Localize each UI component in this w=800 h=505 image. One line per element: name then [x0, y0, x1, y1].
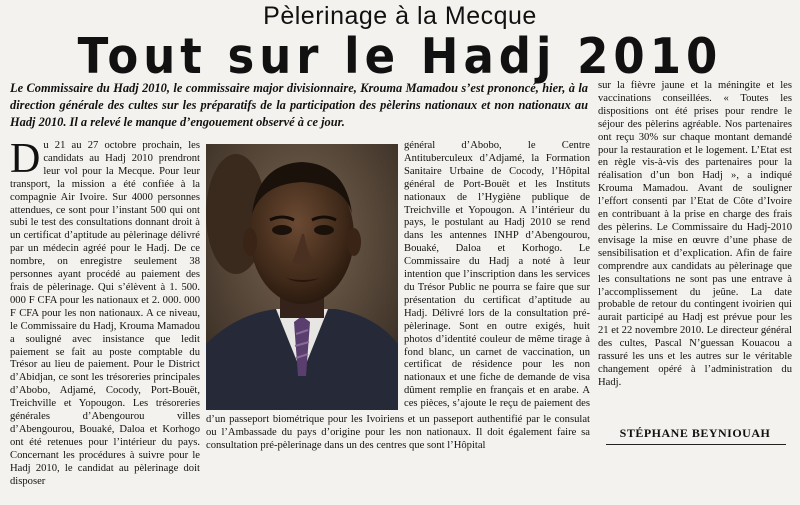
kicker: Pèlerinage à la Mecque [263, 2, 537, 30]
column-1-text: u 21 au 27 octobre prochain, les candidats au Hadj 2010 prendront leur vol pour la Mecque. Pour leur transport, la mission a été confiée à la compagnie Air Ivoire. Sur 4000 personnes attendues, ce sont pour l’instant 500 qui ont subi le test des consultations donnant droit à un certificat d’aptitude au pèlerinage délivré par un médecin agréé pour le Hadj. De ce nombre, on enregistre seulement 38 personnes ayant procédé au paiement des frais de pèlerinage. Qui s’élèvent à 1. 500. 000 F CFA pour les nationaux et 2. 000. 000 F CFA pour les non nationaux. A ce niveau, le Commissaire du Hadj, Krouma Mamadou a souligné avec insistance que ledit paiement se fait au poste comptable du Trésor au lieu de paiement. Pour le District d’Abidjan, ce sont les trésoreries principales d’Abobo, Adjamé, Cocody, Port-Bouët, Treichville et Yopougon. Les trésoreries générales d’Abengourou villes d’Abengourou, Bouaké, Daloa et Korhogo ont été retenues pour l’intérieur du pays. Concernant les procédures à suivre pour le Hadj 2010, le candidat au pèlerinage doit disposer [10, 140, 200, 487]
article-lead: Le Commissaire du Hadj 2010, le commissaire major divisionnaire, Krouma Mamadou s’est prononcé, hier, à la direction générale des cultes sur les préparatifs de la participation des pèlerins nationaux et non nationaux au Hadj 2010. Il a relevé le manque d’engouement observé à ce jour. [10, 81, 588, 129]
drop-cap: D [10, 140, 41, 182]
article-column-3: sur la fièvre jaune et la méningite et les vaccinations conseillées. « Toutes les dispositions ont été prises pour rendre le séjour des pèlerins agréable. Nos partenaires ont reçu 30% sur chaque montant demandé pour la restauration et le logement. L’Etat est en règle vis-à-vis des partenaires pour la réalisation d’un bon Hadj », a indiqué Krouma Mamadou. Avant de souligner l’effort consenti par l’Etat de Côte d’Ivoire en contribuant à la prise en charge des frais des pèlerins. Le Commissaire du Hadj-2010 envisage la mise en œuvre d’une phase de sensibilisation et d’explication. Afin de faire comprendre aux candidats au pèlerinage que les consultations ne sont pas une entrave à l’accomplissement du jeûne. La date probable de retour du contingent ivoirien qui aurait participé au Hadj est prévue pour les 21 et 22 novembre 2010. Le directeur général des cultes, Pascal N’guessan Kouacou a rassuré les uns et les autres sur le véritable changement opéré à l’administration du Hadj. [598, 80, 792, 388]
article-column-2-lower: d’un passeport biométrique pour les Ivoiriens et un passeport authentifié par le consulat ou l’Ambassade du pays d’origine pour les non nationaux. Il doit également faire sa consultation pré-pèlerinage dans un des centres que sont l’Hôpital [206, 414, 590, 451]
portrait-photo [206, 144, 398, 410]
article-column-1 [10, 140, 200, 502]
byline: STÉPHANE BEYNIOUAH [619, 426, 771, 440]
headline: Tout sur le Hadj 2010 [77, 27, 723, 85]
byline-rule [606, 444, 786, 445]
portrait-illustration [206, 144, 398, 410]
article-column-2-upper: général d’Abobo, le Centre Antituberculeux d’Adjamé, la Formation Sanitaire Urbaine de Cocody, l’Hôpital général de Port-Bouët et les Instituts nationaux de l’Hygiène publique de Treichville et Yopougon. A l’intérieur du pays, le postulant au Hadj 2010 se rend dans les antennes INHP d’Abengourou, Bouaké, Daloa et Korhogo. Le Commissaire du Hadj a noté à leur intention que l’inscription dans les services du Trésor Public ne pourra se faire que sur présentation du certificat d’aptitude au Hadj. Délivré lors de la consultation pré-pèlerinage. Sont en outre exigés, huit photos d’identité couleur de même tirage à fond blanc, un carnet de vaccination, un certificat de résidence pour les non nationaux et une fiche de demande de visa dûment remplie en français et en arabe. A ces pièces, s’ajoute le reçu de paiement des [404, 140, 590, 410]
